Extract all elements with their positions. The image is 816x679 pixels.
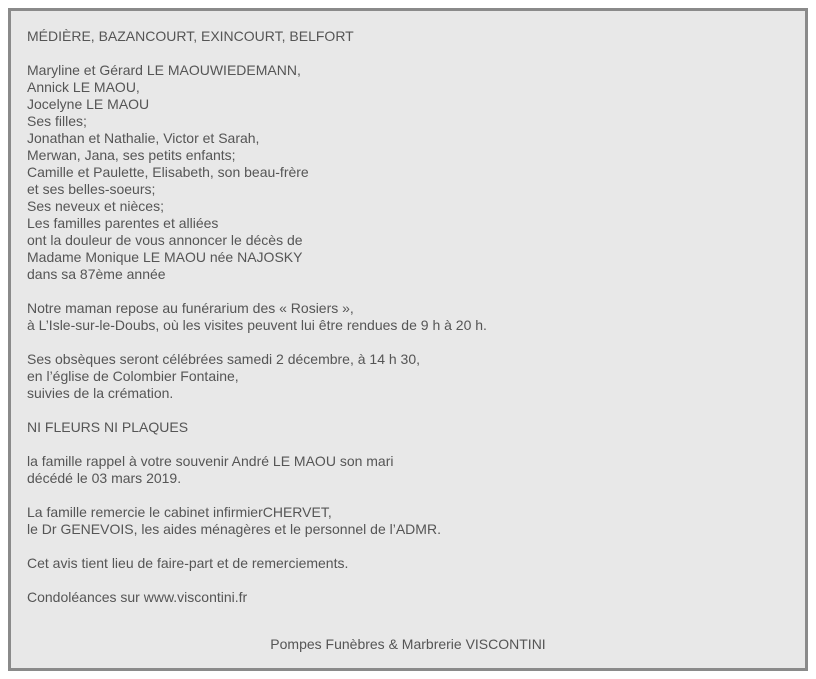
notice-header: MÉDIÈRE, BAZANCOURT, EXINCOURT, BELFORT	[27, 28, 354, 44]
family-line: Ses filles;	[27, 113, 87, 129]
faire-part-text: Cet avis tient lieu de faire-part et de remerciements.	[27, 555, 349, 571]
family-line: Jonathan et Nathalie, Victor et Sarah,	[27, 130, 260, 146]
notice-body	[27, 28, 787, 623]
funeral-home-signature: Pompes Funèbres & Marbrerie VISCONTINI	[270, 636, 546, 652]
obituary-notice	[8, 8, 808, 671]
family-line: ont la douleur de vous annoncer le décès de	[27, 232, 303, 248]
family-line: Ses neveux et nièces;	[27, 198, 164, 214]
family-line: Les familles parentes et alliées	[27, 215, 219, 231]
remembrance-line: décédé le 03 mars 2019.	[27, 470, 182, 486]
thanks-line: La famille remercie le cabinet infirmierCHERVET,	[27, 504, 332, 520]
deceased-age: dans sa 87ème année	[27, 266, 166, 282]
repose-line: Notre maman repose au funérarium des « Rosiers »,	[27, 300, 354, 316]
family-line: Maryline et Gérard LE MAOUWIEDEMANN,	[27, 62, 301, 78]
no-flowers-notice: NI FLEURS NI PLAQUES	[27, 419, 189, 435]
no-flowers-block	[27, 419, 787, 436]
remembrance-paragraph	[27, 453, 787, 487]
thanks-paragraph	[27, 504, 787, 538]
family-line: Jocelyne LE MAOU	[27, 96, 150, 112]
faire-part-block	[27, 555, 787, 572]
repose-line: à L’Isle-sur-le-Doubs, où les visites peuvent lui être rendues de 9 h à 20 h.	[27, 317, 487, 333]
repose-paragraph	[27, 300, 787, 334]
family-line: Merwan, Jana, ses petits enfants;	[27, 147, 236, 163]
family-line: Annick LE MAOU,	[27, 79, 140, 95]
condolences-block	[27, 589, 787, 606]
funeral-line: Ses obsèques seront célébrées samedi 2 décembre, à 14 h 30,	[27, 351, 421, 367]
family-line: et ses belles-soeurs;	[27, 181, 156, 197]
deceased-name: Madame Monique LE MAOU née NAJOSKY	[27, 249, 303, 265]
thanks-line: le Dr GENEVOIS, les aides ménagères et le personnel de l’ADMR.	[27, 521, 441, 537]
funeral-line: en l’église de Colombier Fontaine,	[27, 368, 239, 384]
condolences-text: Condoléances sur www.viscontini.fr	[27, 589, 248, 605]
remembrance-line: la famille rappel à votre souvenir André LE MAOU son mari	[27, 453, 394, 469]
family-line: Camille et Paulette, Elisabeth, son beau-frère	[27, 164, 309, 180]
notice-header-block	[27, 28, 787, 45]
funeral-line: suivies de la crémation.	[27, 385, 174, 401]
funeral-paragraph	[27, 351, 787, 402]
family-announcement	[27, 62, 787, 283]
